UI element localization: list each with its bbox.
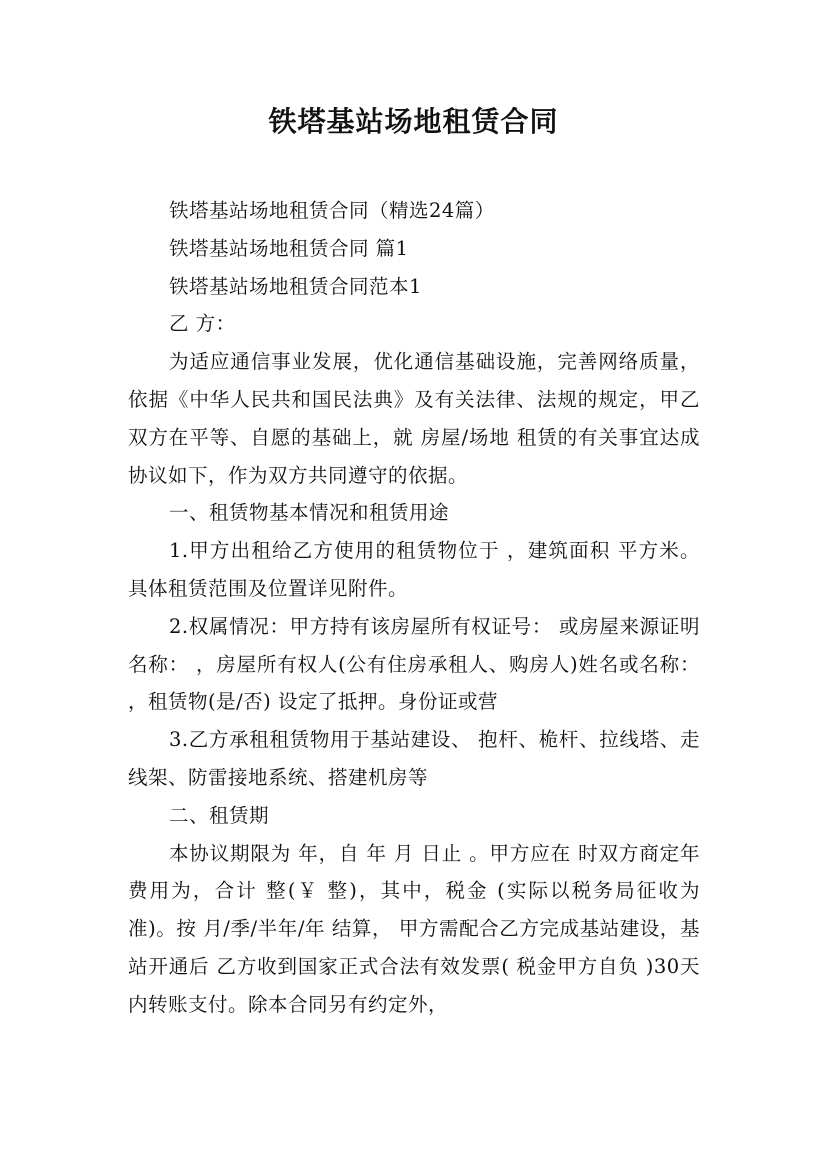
document-body [128, 192, 700, 1024]
paragraph-subtitle: 铁塔基站场地租赁合同（精选24篇） [168, 199, 495, 222]
paragraph-clause-1-3: 3.乙方承租租赁物用于基站建设、 抱杆、桅杆、拉线塔、走线架、防雷接地系统、搭建机房等 [128, 728, 700, 789]
paragraph-clause-heading-1: 一、租赁物基本情况和租赁用途 [168, 501, 449, 525]
paragraph-section-heading: 铁塔基站场地租赁合同 篇1 [168, 236, 409, 260]
document-title: 铁塔基站场地租赁合同 [268, 105, 559, 138]
paragraph-clause-heading-2: 二、租赁期 [168, 803, 269, 827]
paragraph-clause-1-2: 2.权属情况：甲方持有该房屋所有权证号： 或房屋来源证明名称： ，房屋所有权人(公有住房承租人、购房人)姓名或名称： ，租赁物(是/否) 设定了抵押。身份证或营 [128, 614, 700, 714]
paragraph-preamble: 为适应通信事业发展，优化通信基础设施，完善网络质量，依据《中华人民共和国民法典》及有关法律、法规的规定，甲乙双方在平等、自愿的基础上，就 房屋/场地 租赁的有关事宜达成协议如下，作为双方共同遵守的依据。 [128, 350, 700, 487]
paragraph-party-b: 乙 方： [168, 312, 236, 336]
paragraph-lease-term: 本协议期限为 年，自 年 月 日止 。甲方应在 时双方商定年费用为，合计 整(￥ 整)，其中，税金 (实际以税务局征收为准)。按 月/季/半年/年 结算， 甲方需配合乙方完成基站建设，基站开通后 乙方收到国家正式合法有效发票( 税金甲方自负 )30天内转账支付。除本合同另有约定外， [128, 841, 700, 1016]
paragraph-template-heading: 铁塔基站场地租赁合同范本1 [168, 274, 422, 298]
paragraph-clause-1-1: 1.甲方出租给乙方使用的租赁物位于 ，建筑面积 平方米。 具体租赁范围及位置详见附件。 [128, 539, 700, 600]
